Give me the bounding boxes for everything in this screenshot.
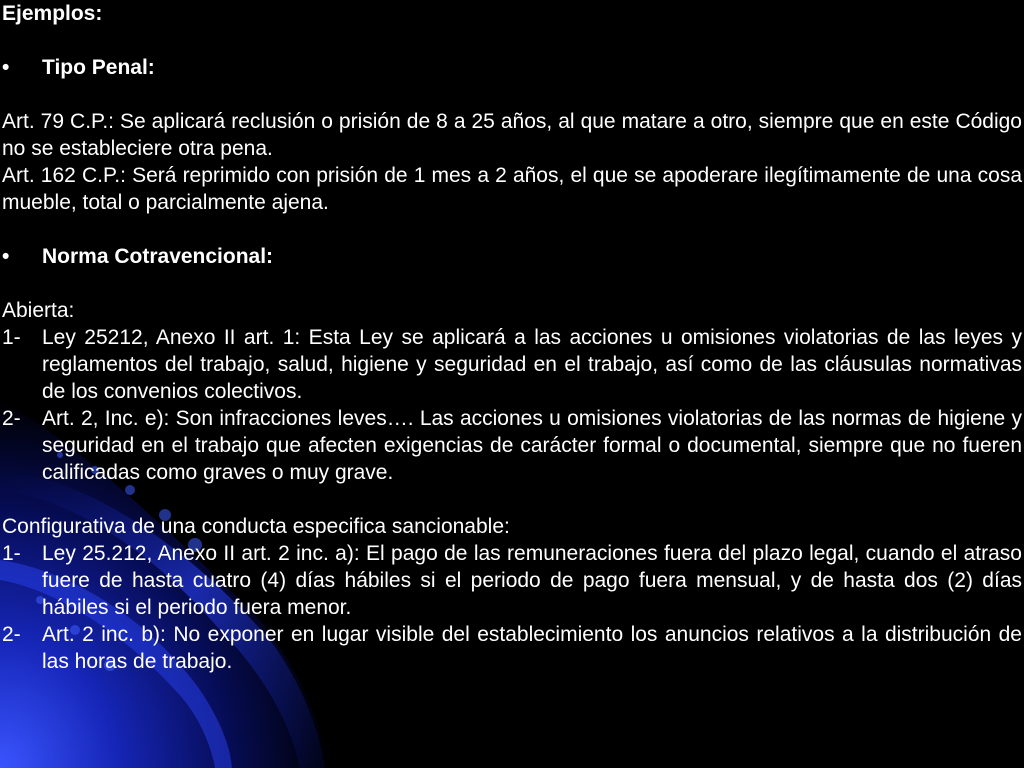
tipo-penal-title: Tipo Penal:: [42, 56, 155, 79]
configurativa-item-1: [2, 540, 1022, 621]
bullet-dot: •: [2, 56, 10, 79]
abierta-label: Abierta:: [2, 299, 75, 322]
configurativa-item-2: [2, 621, 1022, 675]
bullet-norma-contravencional: [2, 243, 1022, 270]
art162-text: Art. 162 C.P.: Será reprimido con prisión de 1 mes a 2 años, el que se apoderare ilegítimamente de una cosa mueble, total o parcialmente ajena.: [2, 164, 1022, 214]
slide-heading: Ejemplos:: [2, 2, 103, 25]
bullet-dot: •: [2, 245, 10, 268]
abierta-item-1: [2, 324, 1022, 405]
norma-title: Norma Cotravencional:: [42, 245, 274, 268]
abierta-item-2: [2, 405, 1022, 486]
slide-content: [2, 0, 1022, 675]
art79-text: Art. 79 C.P.: Se aplicará reclusión o prisión de 8 a 25 años, al que matare a otro, siempre que en este Código no se estableciere otra pena.: [2, 110, 1022, 160]
item-text: Art. 2, Inc. e): Son infracciones leves…. Las acciones u omisiones violatorias de las normas de higiene y seguridad en el trabajo que afecten exigencias de carácter formal o documental, siempre que no fueren calificadas como graves o muy grave.: [42, 407, 1022, 484]
item-number: 2-: [2, 623, 21, 646]
item-text: Art. 2 inc. b): No exponer en lugar visible del establecimiento los anuncios relativos a la distribución de las horas de trabajo.: [42, 623, 1022, 673]
item-text: Ley 25212, Anexo II art. 1: Esta Ley se aplicará a las acciones u omisiones violatorias de las leyes y reglamentos del trabajo, salud, higiene y seguridad en el trabajo, así como de las cláusulas normativas de los convenios colectivos.: [42, 326, 1022, 403]
item-number: 1-: [2, 326, 21, 349]
item-number: 1-: [2, 542, 21, 565]
configurativa-label: Configurativa de una conducta especifica sancionable:: [2, 515, 510, 538]
item-text: Ley 25.212, Anexo II art. 2 inc. a): El pago de las remuneraciones fuera del plazo legal, cuando el atraso fuere de hasta cuatro (4) días hábiles si el periodo de pago fuera mensual, y de hasta dos (2) días hábiles si el periodo fuera menor.: [42, 542, 1022, 619]
bullet-tipo-penal: [2, 54, 1022, 81]
item-number: 2-: [2, 407, 21, 430]
